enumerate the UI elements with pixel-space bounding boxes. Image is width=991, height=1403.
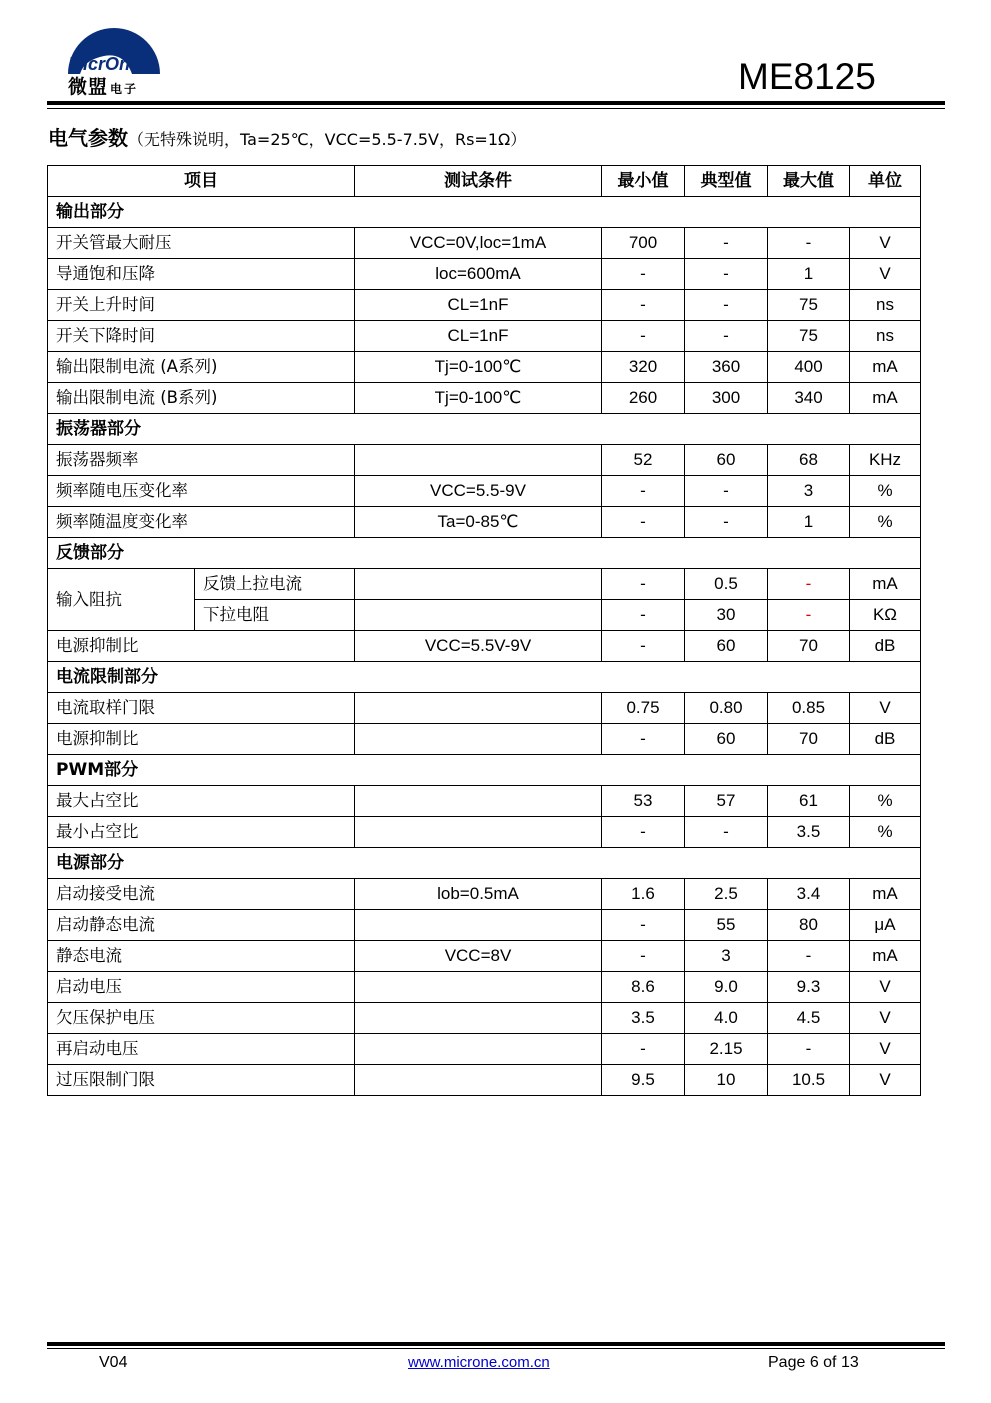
condition-cell: VCC=5.5V-9V	[355, 631, 602, 662]
group-osc	[48, 414, 921, 538]
model-number: ME8125	[738, 56, 876, 97]
table-row	[48, 693, 921, 724]
param-cell: 电流取样门限	[48, 693, 355, 724]
condition-cell	[355, 600, 602, 631]
unit-cell: KHz	[850, 445, 921, 476]
footer-link-wrap	[408, 1354, 550, 1372]
condition-cell	[355, 1003, 602, 1034]
condition-cell: Tj=0-100℃	[355, 352, 602, 383]
unit-cell: KΩ	[850, 600, 921, 631]
group-output	[48, 197, 921, 414]
max-cell: 4.5	[768, 1003, 850, 1034]
section-row	[48, 662, 921, 693]
condition-cell	[355, 1034, 602, 1065]
header-typ: 典型值	[685, 166, 768, 197]
unit-cell: V	[850, 1065, 921, 1096]
table-row	[48, 352, 921, 383]
table-row	[48, 972, 921, 1003]
param-cell: 开关上升时间	[48, 290, 355, 321]
group-pwm	[48, 755, 921, 848]
section-label: 电源部分	[48, 848, 921, 879]
param-cell: 启动静态电流	[48, 910, 355, 941]
group-climit	[48, 662, 921, 755]
footer-rule-thick	[47, 1342, 945, 1346]
table-row	[48, 631, 921, 662]
typ-cell: -	[685, 321, 768, 352]
min-cell: 9.5	[602, 1065, 685, 1096]
max-cell: 70	[768, 724, 850, 755]
min-cell: 0.75	[602, 693, 685, 724]
max-cell: 1	[768, 507, 850, 538]
typ-cell: 300	[685, 383, 768, 414]
table-row	[48, 879, 921, 910]
min-cell: -	[602, 259, 685, 290]
param-cell: 频率随电压变化率	[48, 476, 355, 507]
min-cell: -	[602, 817, 685, 848]
section-label: 输出部分	[48, 197, 921, 228]
unit-cell: mA	[850, 879, 921, 910]
max-cell: -	[768, 1034, 850, 1065]
condition-cell	[355, 569, 602, 600]
unit-cell: ns	[850, 290, 921, 321]
param-cell: 振荡器频率	[48, 445, 355, 476]
section-row	[48, 197, 921, 228]
section-row	[48, 538, 921, 569]
min-cell: -	[602, 941, 685, 972]
section-label: 反馈部分	[48, 538, 921, 569]
max-cell: 9.3	[768, 972, 850, 1003]
max-cell: 68	[768, 445, 850, 476]
max-cell: 80	[768, 910, 850, 941]
typ-cell: -	[685, 817, 768, 848]
header-rule-thin	[47, 108, 945, 109]
min-cell: 260	[602, 383, 685, 414]
typ-cell: 60	[685, 724, 768, 755]
typ-cell: 360	[685, 352, 768, 383]
min-cell: -	[602, 724, 685, 755]
param-cell: 开关管最大耐压	[48, 228, 355, 259]
typ-cell: -	[685, 228, 768, 259]
max-cell: 3.5	[768, 817, 850, 848]
param-cell: 最小占空比	[48, 817, 355, 848]
max-cell: 400	[768, 352, 850, 383]
condition-cell: lob=0.5mA	[355, 879, 602, 910]
param-cell: 再启动电压	[48, 1034, 355, 1065]
logo-cn-main: 微盟	[68, 76, 109, 98]
table-row	[48, 941, 921, 972]
table-header-row	[48, 166, 921, 197]
footer-version: V04	[99, 1354, 128, 1371]
footer-page-number: Page 6 of 13	[768, 1354, 859, 1371]
typ-cell: 2.15	[685, 1034, 768, 1065]
table-row	[48, 476, 921, 507]
group-power	[48, 848, 921, 1096]
condition-cell: CL=1nF	[355, 321, 602, 352]
footer-rule-thin	[47, 1348, 945, 1349]
table-row	[48, 445, 921, 476]
section-title-note: （无特殊说明，Ta=25℃，VCC=5.5-7.5V，Rs=1Ω）	[128, 130, 527, 149]
param-cell: 输出限制电流 (B系列)	[48, 383, 355, 414]
min-cell: -	[602, 910, 685, 941]
unit-cell: dB	[850, 631, 921, 662]
section-label: PWM部分	[48, 755, 921, 786]
max-cell: 75	[768, 321, 850, 352]
unit-cell: %	[850, 507, 921, 538]
min-cell: 1.6	[602, 879, 685, 910]
logo-text: MicrOne	[68, 54, 141, 74]
condition-cell: VCC=8V	[355, 941, 602, 972]
header-min: 最小值	[602, 166, 685, 197]
param-cell: 启动接受电流	[48, 879, 355, 910]
max-cell: -	[768, 941, 850, 972]
param-cell: 过压限制门限	[48, 1065, 355, 1096]
min-cell: 52	[602, 445, 685, 476]
max-cell: 61	[768, 786, 850, 817]
param-input-impedance: 输入阻抗	[48, 569, 195, 631]
unit-cell: μA	[850, 910, 921, 941]
max-cell: 1	[768, 259, 850, 290]
section-row	[48, 755, 921, 786]
condition-cell	[355, 724, 602, 755]
table-row	[48, 507, 921, 538]
min-cell: -	[602, 476, 685, 507]
typ-cell: 3	[685, 941, 768, 972]
unit-cell: V	[850, 693, 921, 724]
condition-cell: loc=600mA	[355, 259, 602, 290]
typ-cell: 2.5	[685, 879, 768, 910]
condition-cell: Ta=0-85℃	[355, 507, 602, 538]
param-cell: 启动电压	[48, 972, 355, 1003]
unit-cell: V	[850, 1003, 921, 1034]
table-row	[48, 1003, 921, 1034]
typ-cell: -	[685, 476, 768, 507]
typ-cell: -	[685, 259, 768, 290]
unit-cell: V	[850, 1034, 921, 1065]
table-row	[48, 228, 921, 259]
typ-cell: 57	[685, 786, 768, 817]
unit-cell: V	[850, 228, 921, 259]
min-cell: -	[602, 290, 685, 321]
typ-cell: 30	[685, 600, 768, 631]
header-condition: 测试条件	[355, 166, 602, 197]
unit-cell: mA	[850, 383, 921, 414]
header-unit: 单位	[850, 166, 921, 197]
table-row	[48, 817, 921, 848]
header-item: 项目	[48, 166, 355, 197]
unit-cell: %	[850, 476, 921, 507]
header-max: 最大值	[768, 166, 850, 197]
section-row	[48, 414, 921, 445]
section-title-main: 电气参数	[48, 126, 128, 150]
max-cell: 3.4	[768, 879, 850, 910]
section-label: 振荡器部分	[48, 414, 921, 445]
typ-cell: 0.5	[685, 569, 768, 600]
typ-cell: 60	[685, 631, 768, 662]
condition-cell	[355, 817, 602, 848]
max-cell: 340	[768, 383, 850, 414]
min-cell: -	[602, 600, 685, 631]
min-cell: 8.6	[602, 972, 685, 1003]
max-cell: -	[768, 228, 850, 259]
param-cell: 电源抑制比	[48, 631, 355, 662]
typ-cell: 4.0	[685, 1003, 768, 1034]
min-cell: 53	[602, 786, 685, 817]
min-cell: 3.5	[602, 1003, 685, 1034]
electrical-parameters-table	[47, 165, 921, 1096]
min-cell: -	[602, 507, 685, 538]
param-cell: 导通饱和压降	[48, 259, 355, 290]
unit-cell: %	[850, 786, 921, 817]
table-row	[48, 383, 921, 414]
typ-cell: 9.0	[685, 972, 768, 1003]
param-cell: 反馈上拉电流	[195, 569, 355, 600]
condition-cell: VCC=0V,loc=1mA	[355, 228, 602, 259]
condition-cell	[355, 445, 602, 476]
min-cell: -	[602, 321, 685, 352]
param-cell: 下拉电阻	[195, 600, 355, 631]
typ-cell: 10	[685, 1065, 768, 1096]
unit-cell: V	[850, 972, 921, 1003]
condition-cell: CL=1nF	[355, 290, 602, 321]
max-cell: 3	[768, 476, 850, 507]
table-row	[48, 910, 921, 941]
table-row	[48, 259, 921, 290]
max-cell: -	[768, 569, 850, 600]
logo-cn-small: 电子	[110, 82, 139, 96]
unit-cell: mA	[850, 941, 921, 972]
param-cell: 欠压保护电压	[48, 1003, 355, 1034]
condition-cell	[355, 693, 602, 724]
table-row	[48, 786, 921, 817]
param-cell: 开关下降时间	[48, 321, 355, 352]
table-row	[48, 321, 921, 352]
condition-cell	[355, 910, 602, 941]
unit-cell: %	[850, 817, 921, 848]
header-rule-thick	[47, 101, 945, 105]
typ-cell: 0.80	[685, 693, 768, 724]
condition-cell	[355, 786, 602, 817]
unit-cell: mA	[850, 352, 921, 383]
max-cell: -	[768, 600, 850, 631]
condition-cell	[355, 972, 602, 1003]
typ-cell: 60	[685, 445, 768, 476]
table-row	[48, 1065, 921, 1096]
table-row	[48, 724, 921, 755]
section-title	[48, 122, 526, 151]
min-cell: -	[602, 569, 685, 600]
param-cell: 静态电流	[48, 941, 355, 972]
footer-website-link[interactable]: www.microne.com.cn	[408, 1354, 550, 1371]
condition-cell: Tj=0-100℃	[355, 383, 602, 414]
param-cell: 输出限制电流 (A系列)	[48, 352, 355, 383]
param-cell: 电源抑制比	[48, 724, 355, 755]
max-cell: 0.85	[768, 693, 850, 724]
max-cell: 10.5	[768, 1065, 850, 1096]
section-row	[48, 848, 921, 879]
param-cell: 最大占空比	[48, 786, 355, 817]
min-cell: -	[602, 1034, 685, 1065]
max-cell: 75	[768, 290, 850, 321]
min-cell: -	[602, 631, 685, 662]
min-cell: 320	[602, 352, 685, 383]
table-row	[48, 1034, 921, 1065]
logo-chinese	[68, 72, 138, 99]
param-cell: 频率随温度变化率	[48, 507, 355, 538]
unit-cell: V	[850, 259, 921, 290]
unit-cell: dB	[850, 724, 921, 755]
min-cell: 700	[602, 228, 685, 259]
unit-cell: ns	[850, 321, 921, 352]
condition-cell	[355, 1065, 602, 1096]
table-row	[48, 569, 921, 600]
section-label: 电流限制部分	[48, 662, 921, 693]
unit-cell: mA	[850, 569, 921, 600]
table-row	[48, 290, 921, 321]
condition-cell: VCC=5.5-9V	[355, 476, 602, 507]
max-cell: 70	[768, 631, 850, 662]
group-feedback	[48, 538, 921, 662]
typ-cell: 55	[685, 910, 768, 941]
typ-cell: -	[685, 507, 768, 538]
typ-cell: -	[685, 290, 768, 321]
